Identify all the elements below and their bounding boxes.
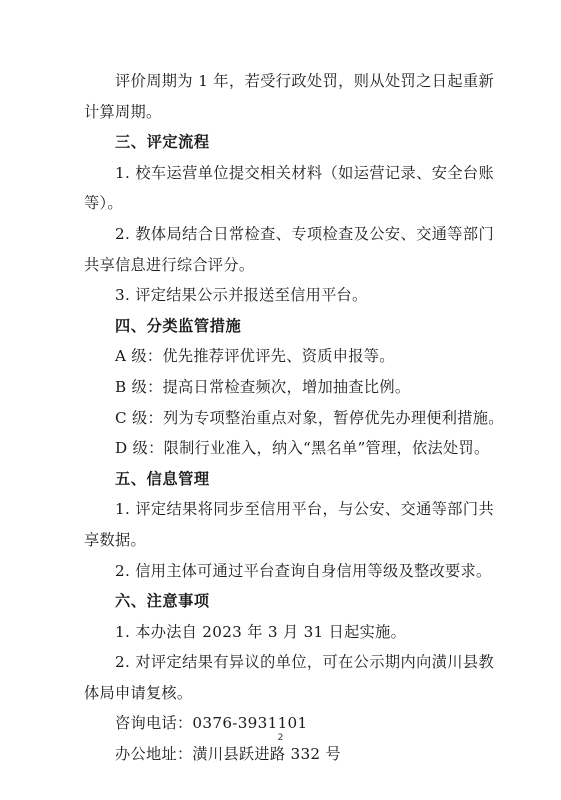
page-number: 2	[277, 733, 284, 743]
paragraph-line: C 级：列为专项整治重点对象，暂停优先办理便利措施。	[115, 408, 504, 427]
paragraph-line: 体局申请复核。	[84, 683, 193, 702]
section-heading: 三、评定流程	[115, 133, 210, 152]
paragraph-line: 1. 本办法自 2023 年 3 月 31 日起实施。	[115, 622, 407, 641]
paragraph-line: 2. 教体局结合日常检查、专项检查及公安、交通等部门	[115, 224, 494, 243]
paragraph-line: 1. 校车运营单位提交相关材料（如运营记录、安全台账	[115, 163, 494, 182]
contact-phone: 咨询电话：0376-3931101	[115, 714, 308, 733]
office-address: 办公地址：潢川县跃进路 332 号	[115, 745, 341, 764]
paragraph-line: A 级：优先推荐评优评先、资质申报等。	[115, 347, 395, 366]
section-heading: 五、信息管理	[115, 469, 210, 488]
document-body	[84, 66, 504, 770]
paragraph-line: 3. 评定结果公示并报送至信用平台。	[115, 286, 368, 305]
paragraph-line: 2. 对评定结果有异议的单位，可在公示期内向潢川县教	[115, 653, 494, 672]
paragraph-line: 评价周期为 1 年，若受行政处罚，则从处罚之日起重新	[115, 72, 494, 90]
paragraph-line: 共享信息进行综合评分。	[84, 255, 255, 274]
paragraph-line: 计算周期。	[84, 102, 162, 121]
paragraph-line: 1. 评定结果将同步至信用平台，与公安、交通等部门共	[115, 500, 494, 519]
section-heading: 六、注意事项	[115, 592, 210, 611]
section-heading: 四、分类监管措施	[115, 316, 242, 335]
paragraph-line: 享数据。	[84, 530, 146, 549]
paragraph-line: B 级：提高日常检查频次，增加抽查比例。	[115, 377, 411, 396]
paragraph-line: 2. 信用主体可通过平台查询自身信用等级及整改要求。	[115, 561, 492, 580]
paragraph-line: D 级：限制行业准入，纳入“黑名单”管理，依法处罚。	[115, 439, 490, 458]
paragraph-line: 等）。	[84, 194, 123, 213]
